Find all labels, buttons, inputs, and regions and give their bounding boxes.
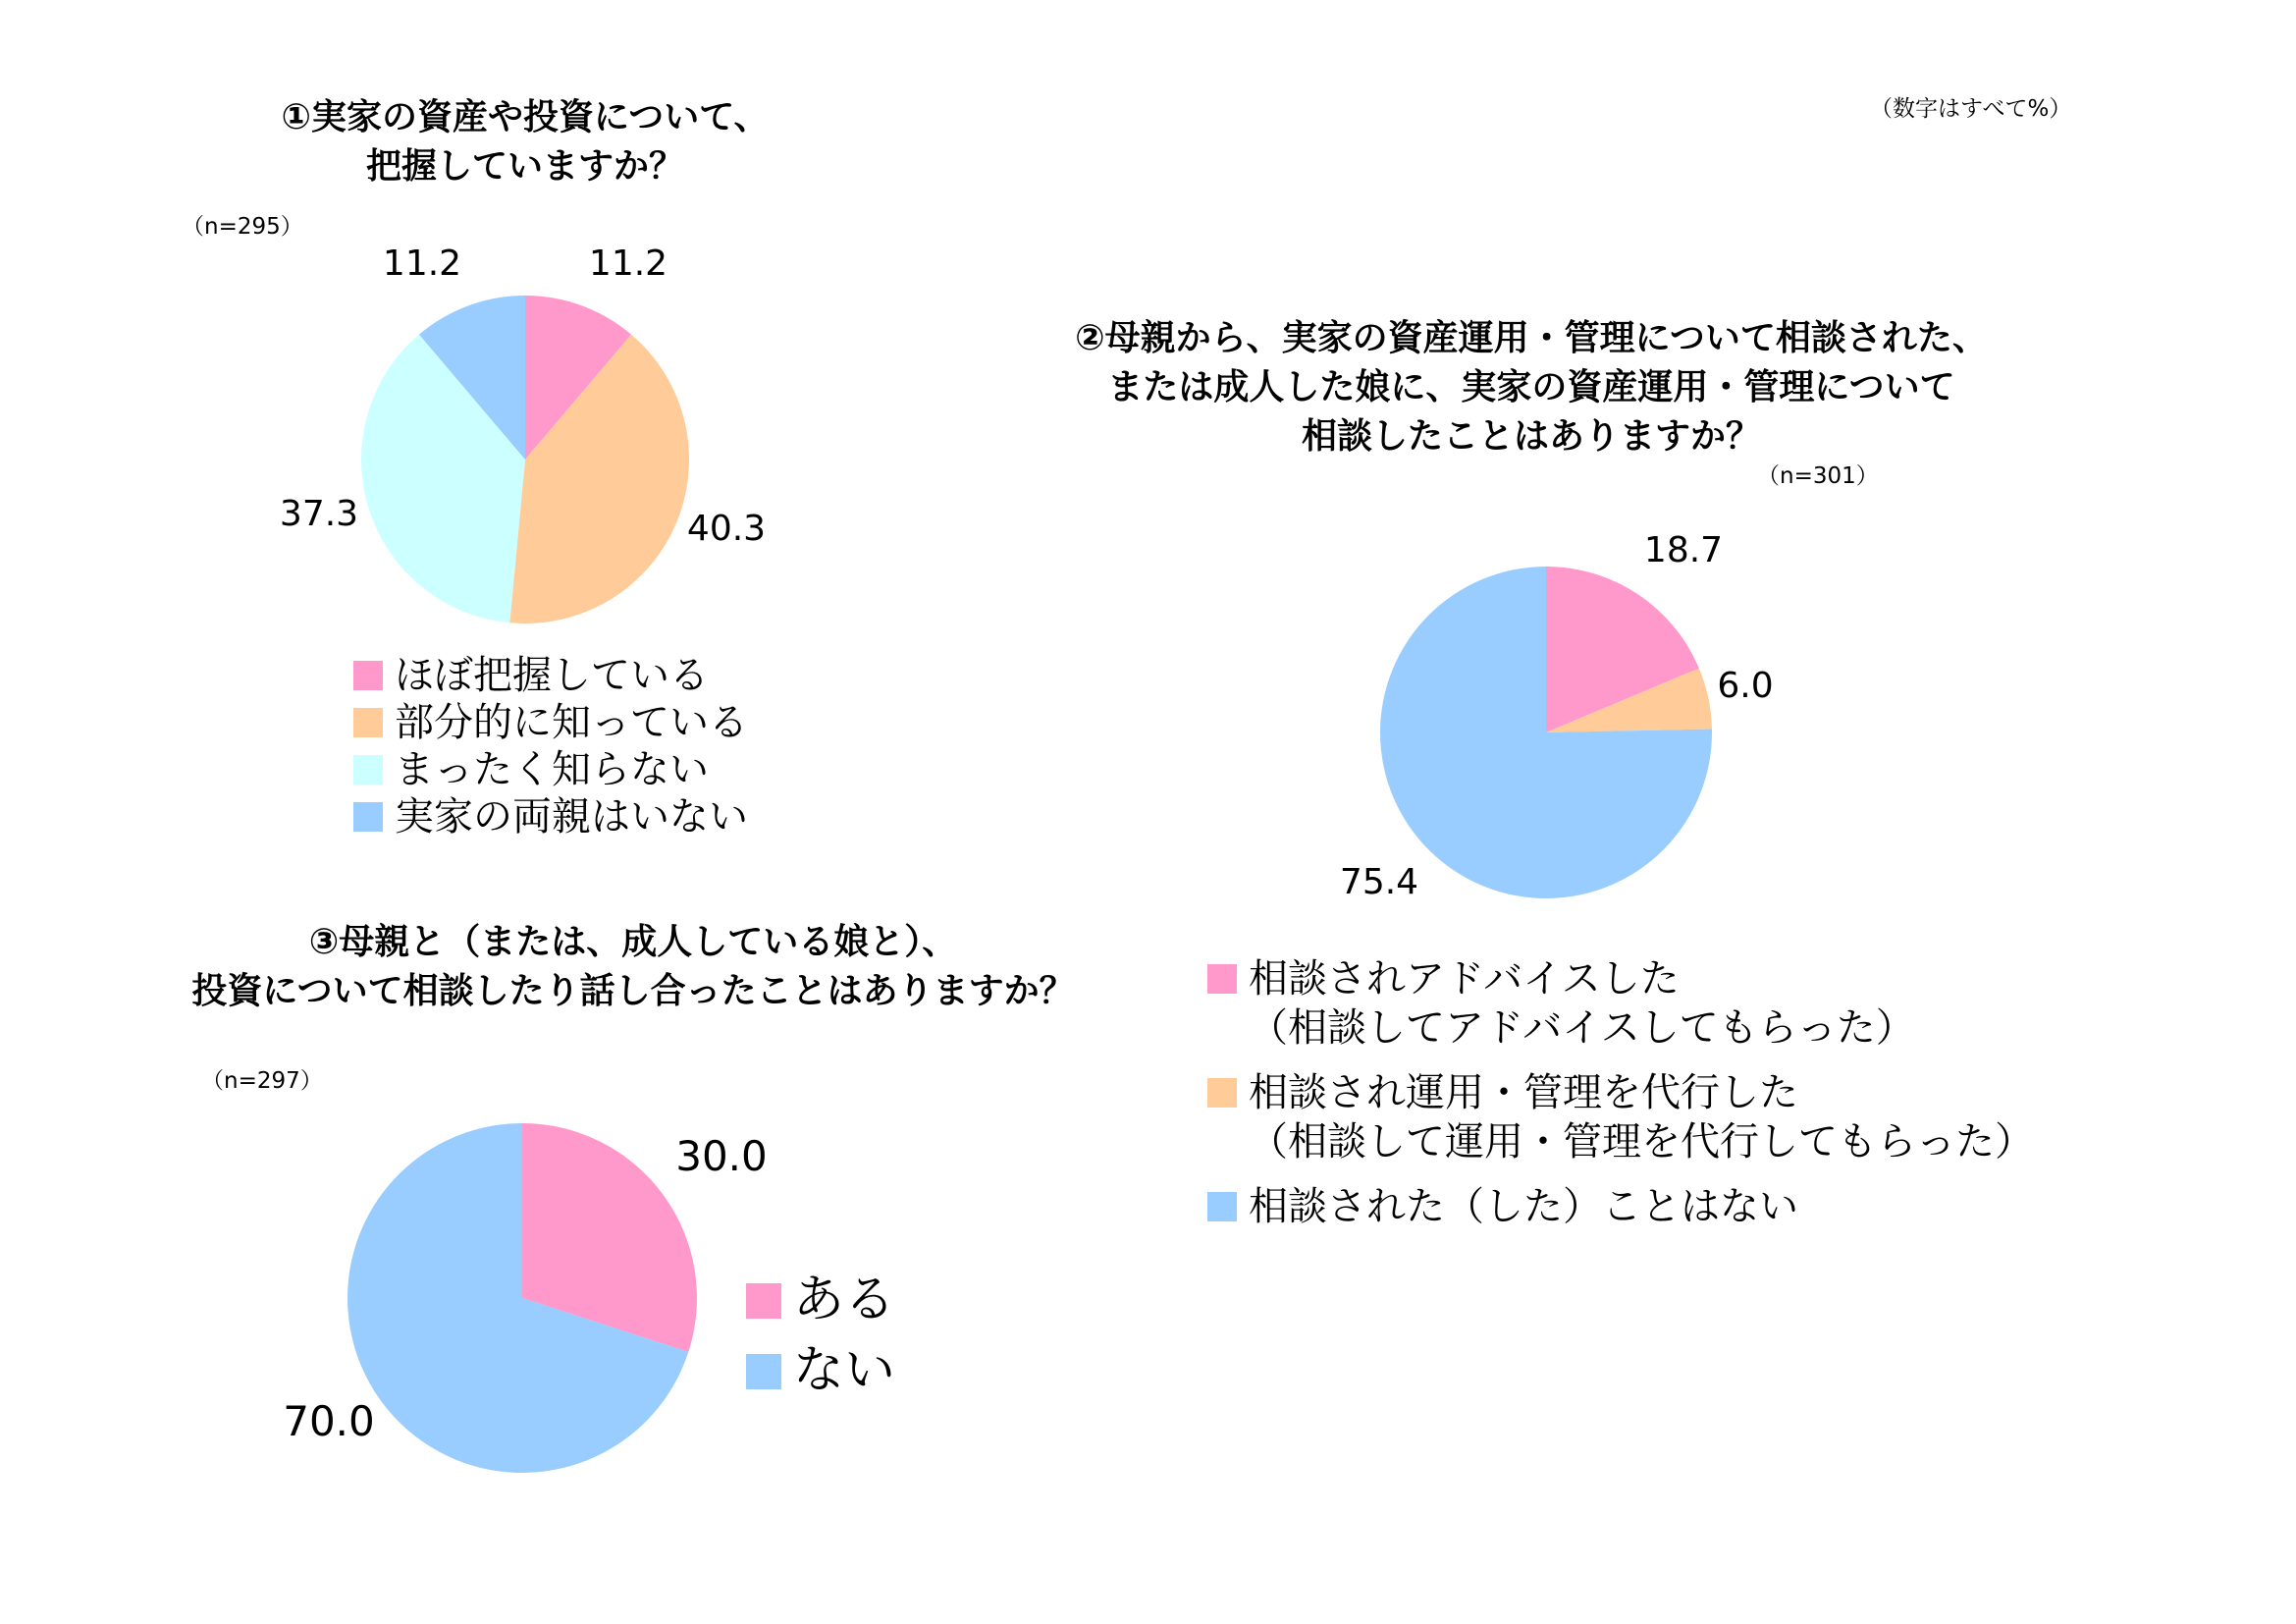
chart1-legend-item-3 bbox=[353, 745, 748, 794]
chart1-legend-label-2: 部分的に知っている bbox=[395, 700, 748, 745]
chart2-legend-swatch-3 bbox=[1207, 1192, 1237, 1221]
chart3-legend-item-1 bbox=[746, 1267, 895, 1333]
chart3-value-label-1: 30.0 bbox=[675, 1132, 768, 1180]
chart1-legend-item-4 bbox=[353, 792, 748, 841]
chart1-sample-size: （n=295） bbox=[182, 214, 303, 240]
chart1-legend-label-3: まったく知らない bbox=[395, 747, 709, 792]
chart1-legend bbox=[353, 651, 748, 839]
chart3-legend-label-1: ある bbox=[793, 1271, 896, 1329]
chart2-legend-item-3 bbox=[1207, 1182, 2034, 1231]
chart1-value-label-3: 37.3 bbox=[279, 494, 359, 534]
chart2-legend-swatch-2 bbox=[1207, 1078, 1237, 1108]
chart3-value-label-2: 70.0 bbox=[283, 1397, 375, 1445]
chart1-value-label-4: 11.2 bbox=[382, 244, 462, 284]
chart2-legend-label-2: 相談され運用・管理を代行した （相談して運用・管理を代行してもらった） bbox=[1249, 1070, 2034, 1164]
chart3-legend-swatch-1 bbox=[746, 1283, 781, 1319]
chart1-value-label-1: 11.2 bbox=[588, 244, 668, 284]
chart1-title-line-2: 把握していますか？ bbox=[365, 146, 685, 187]
chart1-legend-swatch-3 bbox=[353, 755, 383, 785]
chart2-legend-item-2 bbox=[1207, 1068, 2034, 1166]
unit-note: （数字はすべて%） bbox=[1870, 96, 2072, 122]
chart3-legend-label-2: ない bbox=[793, 1341, 896, 1400]
chart1-title-line-1: ①実家の資産や投資について、 bbox=[281, 97, 770, 137]
chart1-legend-item-2 bbox=[353, 698, 748, 747]
chart3-legend-item-2 bbox=[746, 1337, 895, 1404]
chart2-legend-item-1 bbox=[1207, 954, 2034, 1053]
chart2-value-label-1: 18.7 bbox=[1643, 530, 1724, 570]
chart1-value-label-2: 40.3 bbox=[686, 509, 767, 549]
chart1-legend-label-1: ほぼ把握している bbox=[395, 653, 709, 698]
chart2-legend bbox=[1207, 954, 2034, 1247]
chart3-title-line-2: 投資について相談したり話し合ったことはありますか？ bbox=[191, 971, 1075, 1011]
chart2-legend-label-3: 相談された（した）ことはない bbox=[1249, 1184, 1798, 1229]
chart2-value-label-3: 75.4 bbox=[1339, 862, 1419, 902]
chart2-legend-swatch-1 bbox=[1207, 964, 1237, 994]
chart2-title-line-2: または成人した娘に、実家の資産運用・管理について bbox=[1107, 367, 1955, 407]
chart3-legend bbox=[746, 1267, 895, 1408]
chart3-sample-size: （n=297） bbox=[201, 1068, 323, 1094]
chart1-legend-item-1 bbox=[353, 651, 748, 700]
chart2-title-line-3: 相談したことはありますか？ bbox=[1301, 416, 1762, 457]
chart1-legend-swatch-1 bbox=[353, 661, 383, 690]
chart1-legend-swatch-2 bbox=[353, 708, 383, 737]
chart2-sample-size: （n=301） bbox=[1757, 463, 1879, 489]
chart1-legend-label-4: 実家の両親はいない bbox=[395, 794, 748, 839]
chart2-value-label-2: 6.0 bbox=[1717, 666, 1774, 706]
chart2-title-line-1: ②母親から、実家の資産運用・管理について相談された、 bbox=[1075, 318, 1988, 358]
chart3-legend-swatch-2 bbox=[746, 1354, 781, 1389]
chart3-title-line-1: ③母親と（または、成人している娘と）、 bbox=[308, 922, 958, 962]
chart1-legend-swatch-4 bbox=[353, 802, 383, 832]
chart2-legend-label-1: 相談されアドバイスした （相談してアドバイスしてもらった） bbox=[1249, 956, 1915, 1051]
